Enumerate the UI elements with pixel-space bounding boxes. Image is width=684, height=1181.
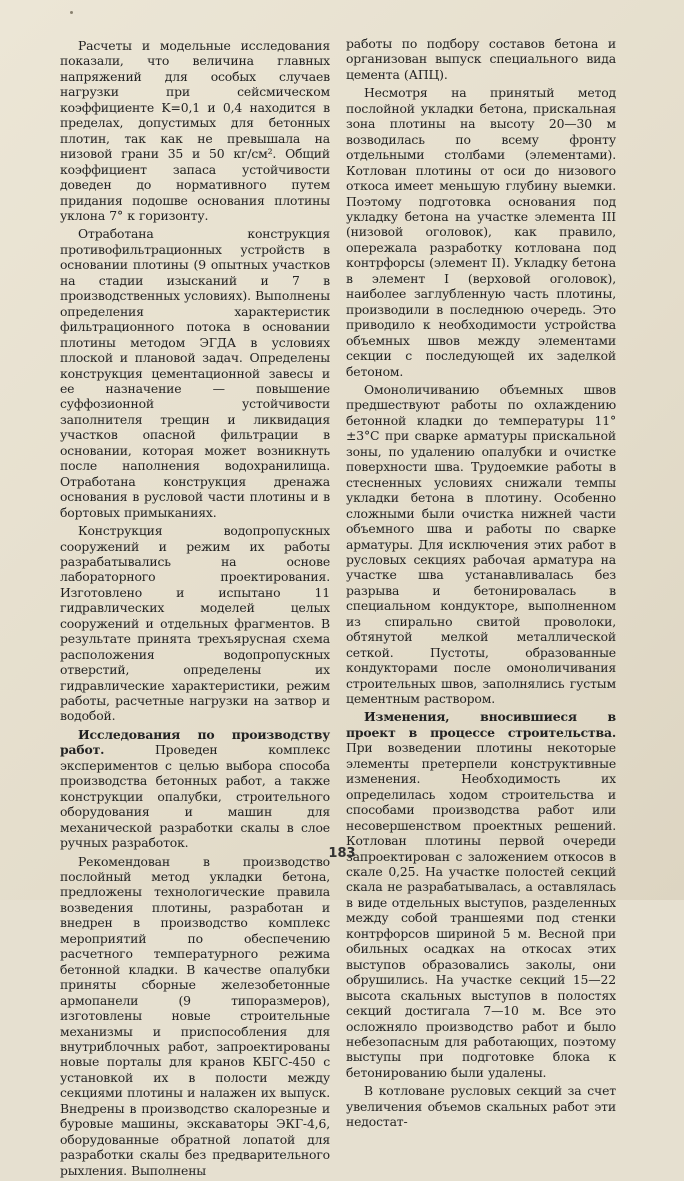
paragraph: Расчеты и модельные исследования показали, что величина главных напряжений для особых случаев нагрузки при сейсмическом коэффициенте K=0,1 и 0,4 находится в пределах, допустимых для бетонных плотин, так как не превышала на низовой грани 35 и 50 кг/см². Общий коэффициент запаса устойчивости доведен до нормативного путем придания подошве основания плотины уклона 7° к горизонту. <box>60 38 330 223</box>
page-number: 183 <box>328 846 356 861</box>
paragraph: В котловане русловых секций за счет увеличения объемов скальных работ эти недостат- <box>346 1083 616 1130</box>
paragraph <box>346 709 616 1080</box>
paragraph-text: При возведении плотины некоторые элементы претерпели конструктивные изменения. Необходимость их определилась ходом строительства и способами производства работ или несовершенством проектных решений. Котлован плотины первой очереди запроектирован с заложением откосов в скале 0,25. На участке полостей секций скала не разрабатывалась, а оставлялась в виде отдельных выступов, разделенных между собой траншеями под стенки контрфорсов шириной 5 м. Весной при обильных осадках на откосах этих выступов образовались заколы, они обрушились. На участке секций 15—22 высота скальных выступов в полостях секций достигала 7—10 м. Все это осложняло производство работ и было небезопасным для работающих, поэтому выступы при подготовке блока к бетонированию были удалены. <box>346 740 616 1080</box>
paragraph <box>60 727 330 851</box>
paragraph: Несмотря на принятый метод послойной укладки бетона, прискальная зона плотины на высоту 20—30 м возводилась по всему фронту отдельными столбами (элементами). Котлован плотины от оси до низового откоса имеет меньшую глубину выемки. Поэтому подготовка основания под укладку бетона на участке элемента III (низовой оголовок), как правило, опережала разработку котлована под контрфорсы (элемент II). Укладку бетона в элемент I (верховой оголовок), наиболее заглубленную часть плотины, производили в последнюю очередь. Это приводило к необходимости устройства объемных швов между элементами секции с последующей их заделкой бетоном. <box>346 85 616 379</box>
right-text-column <box>346 36 616 1133</box>
paragraph: Рекомендован в производство послойный метод укладки бетона, предложены технологические правила возведения плотины, разработан и внедрен в производство комплекс мероприятий по обеспечению расчетного температурного режима бетонной кладки. В качестве опалубки приняты сборные железобетонные армопанели (9 типоразмеров), изготовлены новые строительные механизмы и приспособления для внутриблочных работ, запроектированы новые порталы для кранов КБГС-450 с установкой их в полости между секциями плотины и налажен их выпуск. Внедрены в производство скалорезные и буровые машины, экскаваторы ЭКГ-4,6, оборудованные обратной лопатой для разработки скалы без предварительного рыхления. Выполнены <box>60 853 330 1178</box>
paragraph-continued: работы по подбору составов бетона и организован выпуск специального вида цемента (АПЦ). <box>346 36 616 82</box>
section-heading: Исследования по производству работ. <box>60 726 330 758</box>
left-text-column <box>60 38 330 1181</box>
paragraph: Отработана конструкция противофильтрационных устройств в основании плотины (9 опытных участков на стадии изысканий и 7 в производственных условиях). Выполнены определения характеристик фильтрационного потока в основании плотины методом ЭГДА в условиях плоской и плановой задач. Определены конструкция цементационной завесы и ее назначение — повышение суффозионной устойчивости заполнителя трещин и ликвидация участков опасной фильтрации в основании, которая может возникнуть после наполнения водохранилища. Отработана конструкция дренажа основания в русловой части плотины и в бортовых примыканиях. <box>60 226 330 520</box>
paper-speck <box>70 11 73 14</box>
paragraph: Конструкция водопропускных сооружений и режим их работы разрабатывались на основе лабораторного проектирования. Изготовлено и испытано 11 гидравлических моделей целых сооружений и отдельных фрагментов. В результате принята трехъярусная схема расположения водопропускных отверстий, определены их гидравлические характеристики, режим работы, расчетные нагрузки на затвор и водобой. <box>60 523 330 724</box>
paragraph-text: Проведен комплекс экспериментов с целью выбора способа производства бетонных работ, а также конструкции опалубки, строительного оборудования и машин для механической разработки скалы в слое ручных разработок. <box>60 742 330 851</box>
section-heading: Изменения, вносившиеся в проект в процессе строительства. <box>346 709 616 740</box>
paragraph: Омоноличиванию объемных швов предшествуют работы по охлаждению бетонной кладки до температуры 11°±3°С при сварке арматуры прискальной зоны, по удалению опалубки и очистке поверхности шва. Трудоемкие работы в стесненных условиях снижали темпы укладки бетона в плотину. Особенно сложными были очистка нижней части объемного шва и работы по сварке арматуры. Для исключения этих работ в русловых секциях рабочая арматура на участке шва устанавливалась без разрыва и бетонировалась в специальном кондукторе, выполненном из спирально свитой проволоки, обтянутой мелкой металлической сеткой. Пустоты, образованные кондукторами после омоноличивания строительных швов, заполнялись густым цементным раствором. <box>346 381 616 707</box>
